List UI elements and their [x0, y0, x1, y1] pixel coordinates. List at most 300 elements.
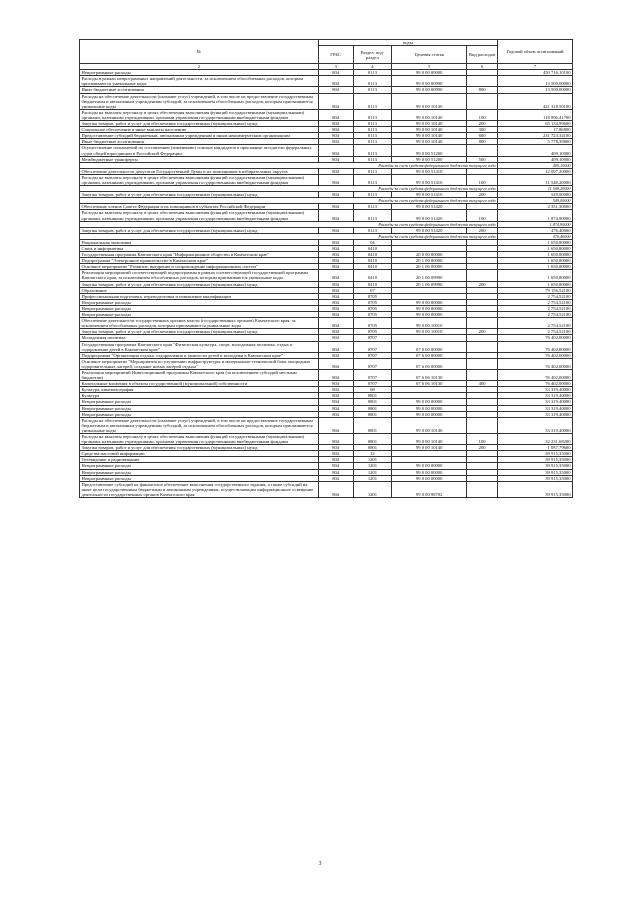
- expense-name-cell: Непрограммные расходы: [80, 463, 319, 469]
- target-code-cell: 20 0 00 00000: [392, 252, 467, 258]
- section-cell: 12: [353, 451, 392, 457]
- section-cell: 0113: [353, 139, 392, 145]
- amount-cell: 11 548,20000: [498, 186, 573, 192]
- grbs-cell: 804: [318, 381, 353, 387]
- expense-name-cell: Непрограммные расходы: [80, 299, 319, 305]
- grbs-cell: 804: [318, 352, 353, 358]
- expense-name-cell: Непрограммные расходы: [80, 70, 319, 76]
- section-cell: 1201: [353, 475, 392, 481]
- grbs-cell: 804: [318, 204, 353, 210]
- expense-name-cell: Предоставление субсидий на финансовое обеспечение выполнения государственного задания, а также субсидий на иные цели государственным бюджетным и автономным учреждениям, осуществляющим информационное освещение деятельности государственных органов Камчатского края: [80, 481, 319, 497]
- expense-kind-cell: [467, 270, 498, 281]
- grbs-cell: 804: [318, 399, 353, 405]
- amount-cell: 2 754,52100: [498, 329, 573, 335]
- section-cell: 0705: [353, 293, 392, 299]
- expense-kind-cell: 500: [467, 156, 498, 162]
- section-cell: 0113: [353, 168, 392, 174]
- amount-cell: 2 754,52100: [498, 312, 573, 318]
- expense-name-cell: Связь и информатика: [80, 246, 319, 252]
- expense-kind-cell: 600: [467, 133, 498, 139]
- expense-kind-cell: 100: [467, 109, 498, 120]
- amount-cell: 450 716,10100: [498, 70, 573, 76]
- grbs-cell: 804: [318, 281, 353, 287]
- amount-cell: 32 231,68200: [498, 434, 573, 445]
- table-row: [80, 434, 573, 445]
- expense-kind-cell: 100: [467, 210, 498, 221]
- grbs-cell: 804: [318, 258, 353, 264]
- grbs-cell: 804: [318, 174, 353, 185]
- amount-cell: 76 402,00000: [498, 358, 573, 369]
- expense-kind-cell: 800: [467, 87, 498, 93]
- expense-name-cell: Расходы на выплаты персоналу в целях обеспечения выполнения функций государственными (муниципальными) органами, казенными учреждениями, органами управления государственными внебюджетными фондами: [80, 434, 319, 445]
- section-cell: 0705: [353, 329, 392, 335]
- expense-name-cell: Образование: [80, 287, 319, 293]
- target-code-cell: 99 0 00 10140: [392, 93, 467, 109]
- grbs-cell: 804: [318, 451, 353, 457]
- grbs-cell: 804: [318, 93, 353, 109]
- amount-cell: 409,10000: [498, 162, 573, 168]
- target-code-cell: 99 0 00 00000: [392, 399, 467, 405]
- section-cell: 0410: [353, 270, 392, 281]
- amount-cell: 33 319,40000: [498, 417, 573, 433]
- expense-kind-cell: 200: [467, 329, 498, 335]
- amount-cell: 12 097,20000: [498, 168, 573, 174]
- target-code-cell: 07 0 00 00000: [392, 341, 467, 352]
- section-cell: 0410: [353, 264, 392, 270]
- expense-kind-cell: [467, 76, 498, 87]
- grbs-cell: 804: [318, 252, 353, 258]
- amount-cell: 33 319,40000: [498, 411, 573, 417]
- header-target: Целевая статья: [392, 46, 467, 64]
- expense-kind-cell: 100: [467, 434, 498, 445]
- section-cell: 0113: [353, 87, 392, 93]
- grbs-cell: 804: [318, 481, 353, 497]
- note-text: Расходы за счет средств федерального бюджета текущего года: [80, 198, 498, 204]
- grbs-cell: 804: [318, 411, 353, 417]
- table-row: [80, 93, 573, 109]
- section-cell: 0113: [353, 127, 392, 133]
- expense-kind-cell: 200: [467, 281, 498, 287]
- target-code-cell: 07 6 00 00000: [392, 352, 467, 358]
- note-text: Расходы за счет средств федерального бюджета текущего года: [80, 162, 498, 168]
- expense-name-cell: Обеспечение деятельности государственных органов власти (государственных органов) Камчатского края, за исключением обособленных расходов, которым присваиваются уникальные коды: [80, 318, 319, 329]
- amount-cell: 33 319,40000: [498, 399, 573, 405]
- expense-name-cell: Закупка товаров, работ и услуг для обеспечения государственных (муниципальных) нужд: [80, 445, 319, 451]
- expense-name-cell: Расходы на выплаты персоналу в целях обеспечения выполнения функций государственными (муниципальными) органами, казенными учреждениями, органами управления государственными внебюджетными фондами: [80, 174, 319, 185]
- section-cell: 1201: [353, 457, 392, 463]
- target-code-cell: 99 0 00 00000: [392, 469, 467, 475]
- section-cell: 1201: [353, 463, 392, 469]
- amount-cell: 549,00000: [498, 192, 573, 198]
- target-code-cell: 99 0 00 00000: [392, 305, 467, 311]
- expense-name-cell: Иные бюджетные ассигнования: [80, 139, 319, 145]
- grbs-cell: 804: [318, 127, 353, 133]
- table-row: [80, 369, 573, 380]
- section-cell: 0801: [353, 445, 392, 451]
- expense-kind-cell: 200: [467, 121, 498, 127]
- section-cell: 0705: [353, 299, 392, 305]
- grbs-cell: 804: [318, 70, 353, 76]
- amount-cell: 39 915,35000: [498, 463, 573, 469]
- expense-name-cell: Непрограммные расходы: [80, 475, 319, 481]
- expense-name-cell: Закупка товаров, работ и услуг для обеспечения государственных (муниципальных) нужд: [80, 281, 319, 287]
- expense-kind-cell: 400: [467, 381, 498, 387]
- section-cell: 0113: [353, 93, 392, 109]
- target-code-cell: 99 0 00 51420: [392, 227, 467, 233]
- section-cell: 0707: [353, 381, 392, 387]
- section-cell: 0113: [353, 174, 392, 185]
- target-code-cell: 99 0 00 10010: [392, 329, 467, 335]
- expense-name-cell: Телевидение и радиовещание: [80, 457, 319, 463]
- section-cell: 0410: [353, 258, 392, 264]
- target-code-cell: 99 0 00 10010: [392, 318, 467, 329]
- expense-kind-cell: [467, 318, 498, 329]
- amount-cell: 76 402,00000: [498, 335, 573, 341]
- section-cell: 0113: [353, 156, 392, 162]
- expense-name-cell: Расходы на выплаты персоналу в целях обеспечения выполнения функций государственными (муниципальными) органами, казенными учреждениями, органами управления государственными внебюджетными фондами: [80, 109, 319, 120]
- expense-name-cell: Осуществление полномочий по составлению (изменению) списков кандидатов в присяжные заседатели федеральных судов общей юрисдикции в Российской Федерации: [80, 145, 319, 156]
- amount-cell: 1 650,80000: [498, 246, 573, 252]
- amount-cell: 17,86800: [498, 127, 573, 133]
- target-code-cell: 99 0 00 00000: [392, 70, 467, 76]
- grbs-cell: 804: [318, 156, 353, 162]
- grbs-cell: 804: [318, 246, 353, 252]
- grbs-cell: 804: [318, 305, 353, 311]
- grbs-cell: 804: [318, 264, 353, 270]
- table-row: [80, 341, 573, 352]
- target-code-cell: 99 0 00 10140: [392, 127, 467, 133]
- expense-name-cell: Капитальные вложения в объекты государственной (муниципальной) собственности: [80, 381, 319, 387]
- amount-cell: 39 915,35000: [498, 457, 573, 463]
- expense-name-cell: Непрограммные расходы: [80, 305, 319, 311]
- grbs-cell: 804: [318, 270, 353, 281]
- grbs-cell: 804: [318, 434, 353, 445]
- expense-name-cell: Расходы на выплаты персоналу в целях обеспечения выполнения функций государственными (муниципальными) органами, казенными учреждениями, органами управления государственными внебюджетными фондами: [80, 210, 319, 221]
- expense-name-cell: Подпрограмма "Организация отдыха, оздоровления и занятости детей и молодежи в Камчатском крае": [80, 352, 319, 358]
- target-code-cell: 99 0 00 51420: [392, 204, 467, 210]
- expense-name-cell: Непрограммные расходы: [80, 312, 319, 318]
- section-cell: 0113: [353, 121, 392, 127]
- target-code-cell: 99 0 00 00000: [392, 463, 467, 469]
- grbs-cell: 804: [318, 369, 353, 380]
- grbs-cell: 804: [318, 318, 353, 329]
- amount-cell: 409,10000: [498, 145, 573, 156]
- expense-name-cell: Обеспечение членов Совета Федерации и их помощников в субъектах Российской Федерации: [80, 204, 319, 210]
- section-cell: 0801: [353, 393, 392, 399]
- table-row: [80, 109, 573, 120]
- table-row: [80, 481, 573, 497]
- section-cell: 0113: [353, 145, 392, 156]
- amount-cell: 1 874,90000: [498, 210, 573, 221]
- target-code-cell: 99 0 00 51420: [392, 210, 467, 221]
- section-cell: 0707: [353, 341, 392, 352]
- section-cell: 0801: [353, 411, 392, 417]
- header-codes: коды: [318, 40, 497, 46]
- section-cell: 07: [353, 287, 392, 293]
- amount-cell: 76 402,00000: [498, 352, 573, 358]
- grbs-cell: 804: [318, 145, 353, 156]
- grbs-cell: 804: [318, 329, 353, 335]
- table-row: [80, 76, 573, 87]
- amount-cell: 2 754,52100: [498, 293, 573, 299]
- amount-cell: 549,00000: [498, 198, 573, 204]
- expense-kind-cell: 200: [467, 192, 498, 198]
- amount-cell: 76 402,00000: [498, 381, 573, 387]
- note-text: Расходы за счет средств федерального бюджета текущего года: [80, 186, 498, 192]
- section-cell: 0801: [353, 399, 392, 405]
- header-sum: Годовой объем ассигнований: [498, 40, 573, 64]
- section-cell: 0410: [353, 281, 392, 287]
- grbs-cell: 804: [318, 287, 353, 293]
- expense-kind-cell: 100: [467, 174, 498, 185]
- amount-cell: 1 650,80000: [498, 258, 573, 264]
- table-header: [80, 40, 573, 70]
- grbs-cell: 804: [318, 387, 353, 393]
- header-index: 3: [318, 64, 353, 70]
- grbs-cell: 804: [318, 417, 353, 433]
- section-cell: 0707: [353, 352, 392, 358]
- target-code-cell: 99 0 00 00000: [392, 405, 467, 411]
- expense-kind-cell: [467, 417, 498, 433]
- expense-name-cell: Непрограммные расходы: [80, 399, 319, 405]
- grbs-cell: 804: [318, 109, 353, 120]
- section-cell: 0707: [353, 369, 392, 380]
- expense-name-cell: Подпрограмма "Электронное правительство в Камчатском крае": [80, 258, 319, 264]
- expense-name-cell: Непрограммные расходы: [80, 469, 319, 475]
- table-row: [80, 318, 573, 329]
- grbs-cell: 804: [318, 239, 353, 245]
- grbs-cell: 804: [318, 469, 353, 475]
- section-cell: 0113: [353, 133, 392, 139]
- section-cell: 0410: [353, 252, 392, 258]
- target-code-cell: 99 0 00 10140: [392, 133, 467, 139]
- expense-name-cell: Основное мероприятие "Развитие, внедрение и сопровождение информационных систем": [80, 264, 319, 270]
- note-text: Расходы за счет средств федерального бюджета текущего года: [80, 233, 498, 239]
- amount-cell: 13 500,00000: [498, 76, 573, 87]
- amount-cell: 2 351,30000: [498, 204, 573, 210]
- amount-cell: 33 319,40000: [498, 393, 573, 399]
- amount-cell: 76 402,00000: [498, 369, 573, 380]
- target-code-cell: 07 6 06 10130: [392, 369, 467, 380]
- expense-kind-cell: [467, 481, 498, 497]
- target-code-cell: 99 0 00 10140: [392, 434, 467, 445]
- amount-cell: 13 500,00000: [498, 87, 573, 93]
- amount-cell: 39 915,35000: [498, 451, 573, 457]
- target-code-cell: 99 0 00 00990: [392, 87, 467, 93]
- amount-cell: 1 650,80000: [498, 281, 573, 287]
- target-code-cell: 99 0 00 98702: [392, 481, 467, 497]
- amount-cell: 1 087,79600: [498, 445, 573, 451]
- amount-cell: 231 723,34100: [498, 133, 573, 139]
- section-cell: 08: [353, 387, 392, 393]
- grbs-cell: 804: [318, 299, 353, 305]
- amount-cell: 1 650,80000: [498, 264, 573, 270]
- expense-name-cell: Закупка товаров, работ и услуг для обеспечения государственных (муниципальных) нужд: [80, 121, 319, 127]
- header-grbs: ГРБС: [318, 46, 353, 64]
- amount-cell: 1 650,80000: [498, 270, 573, 281]
- expense-name-cell: Национальная экономика: [80, 239, 319, 245]
- grbs-cell: 804: [318, 227, 353, 233]
- grbs-cell: 804: [318, 463, 353, 469]
- grbs-cell: 804: [318, 133, 353, 139]
- section-cell: 0707: [353, 335, 392, 341]
- amount-cell: 118 896,41700: [498, 109, 573, 120]
- expense-kind-cell: [467, 93, 498, 109]
- target-code-cell: 99 0 00 51410: [392, 174, 467, 185]
- target-code-cell: 99 0 00 51200: [392, 156, 467, 162]
- section-cell: 0410: [353, 246, 392, 252]
- grbs-cell: 804: [318, 405, 353, 411]
- grbs-cell: 804: [318, 168, 353, 174]
- expense-kind-cell: 300: [467, 127, 498, 133]
- section-cell: 0113: [353, 210, 392, 221]
- target-code-cell: 20 1 06 09990: [392, 270, 467, 281]
- note-text: Расходы за счет средств федерального бюджета текущего года: [80, 221, 498, 227]
- expense-kind-cell: [467, 145, 498, 156]
- budget-table: [79, 39, 573, 498]
- expense-kind-cell: [467, 369, 498, 380]
- amount-cell: 2 754,52100: [498, 305, 573, 311]
- expense-name-cell: Предоставление субсидий бюджетным, автономным учреждениям и иным некоммерческим организациям: [80, 133, 319, 139]
- expense-name-cell: Профессиональная подготовка, переподготовка и повышение квалификации: [80, 293, 319, 299]
- target-code-cell: 99 0 00 51200: [392, 145, 467, 156]
- section-cell: 0113: [353, 227, 392, 233]
- expense-name-cell: Закупка товаров, работ и услуг для обеспечения государственных (муниципальных) нужд: [80, 192, 319, 198]
- header-index: 2: [80, 64, 319, 70]
- amount-cell: 5 778,39800: [498, 139, 573, 145]
- target-code-cell: 99 0 00 10140: [392, 445, 467, 451]
- amount-cell: 76 402,00000: [498, 341, 573, 352]
- grbs-cell: 804: [318, 87, 353, 93]
- expense-name-cell: Расходы на обеспечение деятельности (оказание услуг) учреждений, в том числе на предоставление государственным бюджетным и автономным учреждениям субсидий, за исключением обособленных расходов, которым присваиваются уникальные коды: [80, 417, 319, 433]
- section-cell: 04: [353, 239, 392, 245]
- expense-name-cell: Обеспечение деятельности депутатов Государственной Думы и их помощников в избирательных округах: [80, 168, 319, 174]
- amount-cell: 476,40000: [498, 233, 573, 239]
- expense-name-cell: Закупка товаров, работ и услуг для обеспечения государственных (муниципальных) нужд: [80, 329, 319, 335]
- amount-cell: 421 318,50100: [498, 93, 573, 109]
- table-row: [80, 417, 573, 433]
- header-index: 4: [353, 64, 392, 70]
- section-cell: 0801: [353, 434, 392, 445]
- target-code-cell: 20 1 06 09990: [392, 281, 467, 287]
- expense-name-cell: Межбюджетные трансферты: [80, 156, 319, 162]
- target-code-cell: 07 6 06 10130: [392, 381, 467, 387]
- grbs-cell: 804: [318, 76, 353, 87]
- expense-name-cell: Молодежная политика: [80, 335, 319, 341]
- amount-cell: 409,10000: [498, 156, 573, 162]
- amount-cell: 11 548,20000: [498, 174, 573, 185]
- target-code-cell: 99 0 00 00990: [392, 76, 467, 87]
- table-row: [80, 358, 573, 369]
- expense-kind-cell: 800: [467, 139, 498, 145]
- section-cell: 1201: [353, 481, 392, 497]
- expense-name-cell: Средства массовой информации: [80, 451, 319, 457]
- target-code-cell: 99 0 00 10140: [392, 139, 467, 145]
- target-code-cell: 20 1 00 00000: [392, 258, 467, 264]
- amount-cell: 2 754,52100: [498, 318, 573, 329]
- target-code-cell: 99 0 00 10140: [392, 109, 467, 120]
- amount-cell: 39 915,35000: [498, 475, 573, 481]
- amount-cell: 39 915,35000: [498, 481, 573, 497]
- section-cell: 0705: [353, 318, 392, 329]
- table-body: [80, 70, 573, 498]
- grbs-cell: 804: [318, 358, 353, 369]
- target-code-cell: 99 0 00 10140: [392, 121, 467, 127]
- expense-name-cell: Непрограммные расходы: [80, 411, 319, 417]
- grbs-cell: 804: [318, 475, 353, 481]
- grbs-cell: 804: [318, 293, 353, 299]
- expense-name-cell: Реализация мероприятий соответствующей подпрограммы в рамках соответствующей государственной программы Камчатского края, за исключением обособленных расходов, которым присваиваются уникальные коды: [80, 270, 319, 281]
- expense-name-cell: Расходы на обеспечение деятельности (оказание услуг) учреждений, в том числе на предоставление государственным бюджетным и автономным учреждениям субсидий, за исключением обособленных расходов, которым присваиваются уникальные коды: [80, 93, 319, 109]
- section-cell: 0113: [353, 109, 392, 120]
- expense-name-cell: Социальное обеспечение и иные выплаты населению: [80, 127, 319, 133]
- amount-cell: 39 915,35000: [498, 469, 573, 475]
- amount-cell: 2 754,52100: [498, 299, 573, 305]
- expense-name-cell: Расходы в рамках непрограммных направлений деятельности, за исключением обособленных расходов, которым присваиваются уникальные коды: [80, 76, 319, 87]
- header-index: 5: [392, 64, 467, 70]
- target-code-cell: 99 0 00 00000: [392, 312, 467, 318]
- table-row: [80, 270, 573, 281]
- table-row: [80, 145, 573, 156]
- grbs-cell: 804: [318, 192, 353, 198]
- table-row: [80, 174, 573, 185]
- section-cell: 0113: [353, 70, 392, 76]
- grbs-cell: 804: [318, 457, 353, 463]
- expense-name-cell: Непрограммные расходы: [80, 405, 319, 411]
- header-kind: Вид расходов: [467, 46, 498, 64]
- amount-cell: 33 319,40000: [498, 387, 573, 393]
- section-cell: 0705: [353, 312, 392, 318]
- expense-name-cell: Культура: [80, 393, 319, 399]
- header-section: Раздел, под-раздел: [353, 46, 392, 64]
- target-code-cell: 20 1 06 00000: [392, 264, 467, 270]
- expense-name-cell: Основное мероприятие "Мероприятия по улучшению инфраструктуры и материально-технической базы загородных оздоровительных лагерей, создание новых лагерей отдыха": [80, 358, 319, 369]
- grbs-cell: 804: [318, 210, 353, 221]
- expense-kind-cell: [467, 358, 498, 369]
- amount-cell: 65 134,99600: [498, 121, 573, 127]
- grbs-cell: 804: [318, 312, 353, 318]
- section-cell: 1201: [353, 469, 392, 475]
- grbs-cell: 804: [318, 341, 353, 352]
- target-code-cell: 99 0 00 51410: [392, 168, 467, 174]
- amount-cell: 79 156,52100: [498, 287, 573, 293]
- grbs-cell: 804: [318, 121, 353, 127]
- amount-cell: 476,40000: [498, 227, 573, 233]
- target-code-cell: 07 6 06 00000: [392, 358, 467, 369]
- target-code-cell: 99 0 00 00000: [392, 299, 467, 305]
- section-cell: 0705: [353, 305, 392, 311]
- section-cell: 0113: [353, 192, 392, 198]
- header-num: №: [80, 40, 319, 64]
- amount-cell: 1 650,80000: [498, 252, 573, 258]
- expense-name-cell: Государственная программа Камчатского края "Физическая культура, спорт, молодежная политика, отдых и оздоровление детей в Камчатском крае": [80, 341, 319, 352]
- expense-name-cell: Культура, кинематография: [80, 387, 319, 393]
- target-code-cell: 99 0 00 00000: [392, 475, 467, 481]
- grbs-cell: 804: [318, 393, 353, 399]
- expense-kind-cell: [467, 341, 498, 352]
- amount-cell: 1 874,90000: [498, 221, 573, 227]
- amount-cell: 1 650,80000: [498, 239, 573, 245]
- grbs-cell: 804: [318, 445, 353, 451]
- section-cell: 0113: [353, 204, 392, 210]
- header-index: 7: [498, 64, 573, 70]
- section-cell: 0707: [353, 358, 392, 369]
- target-code-cell: 99 0 00 10140: [392, 417, 467, 433]
- expense-kind-cell: 200: [467, 227, 498, 233]
- section-cell: 0801: [353, 405, 392, 411]
- expense-name-cell: Закупка товаров, работ и услуг для обеспечения государственных (муниципальных) нужд: [80, 227, 319, 233]
- page-number: 3: [318, 861, 322, 867]
